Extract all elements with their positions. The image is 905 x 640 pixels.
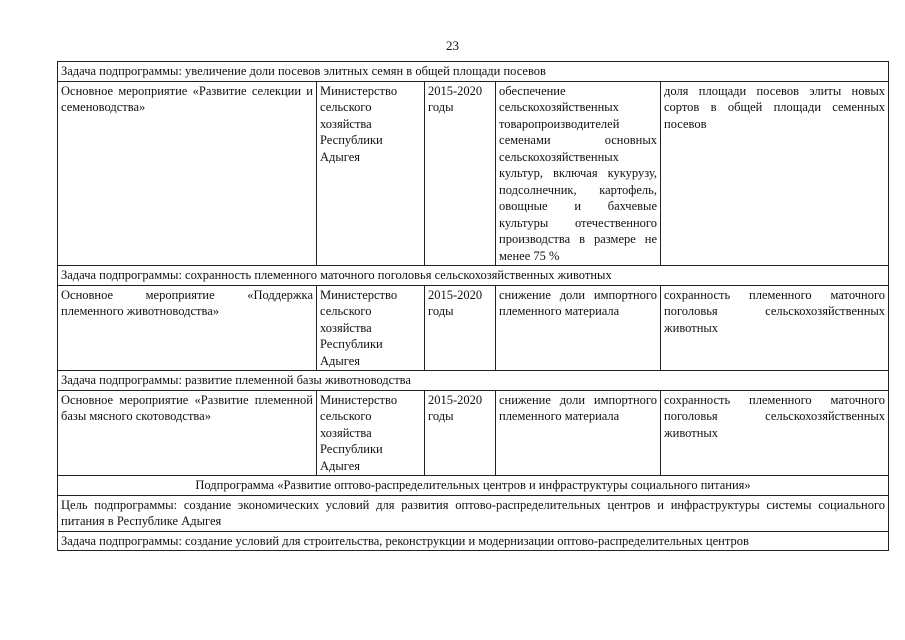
executor-cell: Министерство сельского хозяйства Республики Адыгея bbox=[317, 81, 425, 266]
result-cell: снижение доли импортного племенного материала bbox=[496, 285, 661, 371]
table-row bbox=[58, 371, 889, 391]
table-row bbox=[58, 285, 889, 371]
table-row bbox=[58, 81, 889, 266]
indicator-cell: доля площади посевов элиты новых сортов в общей площади семенных посевов bbox=[661, 81, 889, 266]
program-table bbox=[57, 61, 889, 551]
indicator-cell: сохранность племенного маточного поголовья сельскохозяйственных животных bbox=[661, 285, 889, 371]
goal-cell: Цель подпрограммы: создание экономических условий для развития оптово-распределительных центров и инфраструктуры системы социального питания в Республике Адыгея bbox=[58, 495, 889, 531]
table-row bbox=[58, 476, 889, 496]
table-row bbox=[58, 390, 889, 476]
table-row bbox=[58, 495, 889, 531]
period-cell: 2015-2020 годы bbox=[425, 390, 496, 476]
period-cell: 2015-2020 годы bbox=[425, 285, 496, 371]
result-cell: снижение доли импортного племенного материала bbox=[496, 390, 661, 476]
event-cell: Основное мероприятие «Развитие селекции и семеноводства» bbox=[58, 81, 317, 266]
event-cell: Основное мероприятие «Развитие племенной базы мясного скотоводства» bbox=[58, 390, 317, 476]
executor-cell: Министерство сельского хозяйства Республики Адыгея bbox=[317, 390, 425, 476]
task-cell: Задача подпрограммы: сохранность племенного маточного поголовья сельскохозяйственных животных bbox=[58, 266, 889, 286]
period-cell: 2015-2020 годы bbox=[425, 81, 496, 266]
page-number: 23 bbox=[446, 38, 459, 53]
table-row bbox=[58, 62, 889, 82]
task-cell: Задача подпрограммы: развитие племенной базы животноводства bbox=[58, 371, 889, 391]
executor-cell: Министерство сельского хозяйства Республики Адыгея bbox=[317, 285, 425, 371]
table-row bbox=[58, 266, 889, 286]
subprogram-heading: Подпрограмма «Развитие оптово-распределительных центров и инфраструктуры социального питания» bbox=[58, 476, 889, 496]
task-cell: Задача подпрограммы: создание условий для строительства, реконструкции и модернизации оптово-распределительных центров bbox=[58, 531, 889, 551]
result-cell: обеспечение сельскохозяйственных товаропроизводителей семенами основных сельскохозяйственных культур, включая кукурузу, подсолнечник, картофель, овощные и бахчевые культуры отечественного производства в размере не менее 75 % bbox=[496, 81, 661, 266]
task-cell: Задача подпрограммы: увеличение доли посевов элитных семян в общей площади посевов bbox=[58, 62, 889, 82]
table-row bbox=[58, 531, 889, 551]
indicator-cell: сохранность племенного маточного поголовья сельскохозяйственных животных bbox=[661, 390, 889, 476]
event-cell: Основное мероприятие «Поддержка племенного животноводства» bbox=[58, 285, 317, 371]
